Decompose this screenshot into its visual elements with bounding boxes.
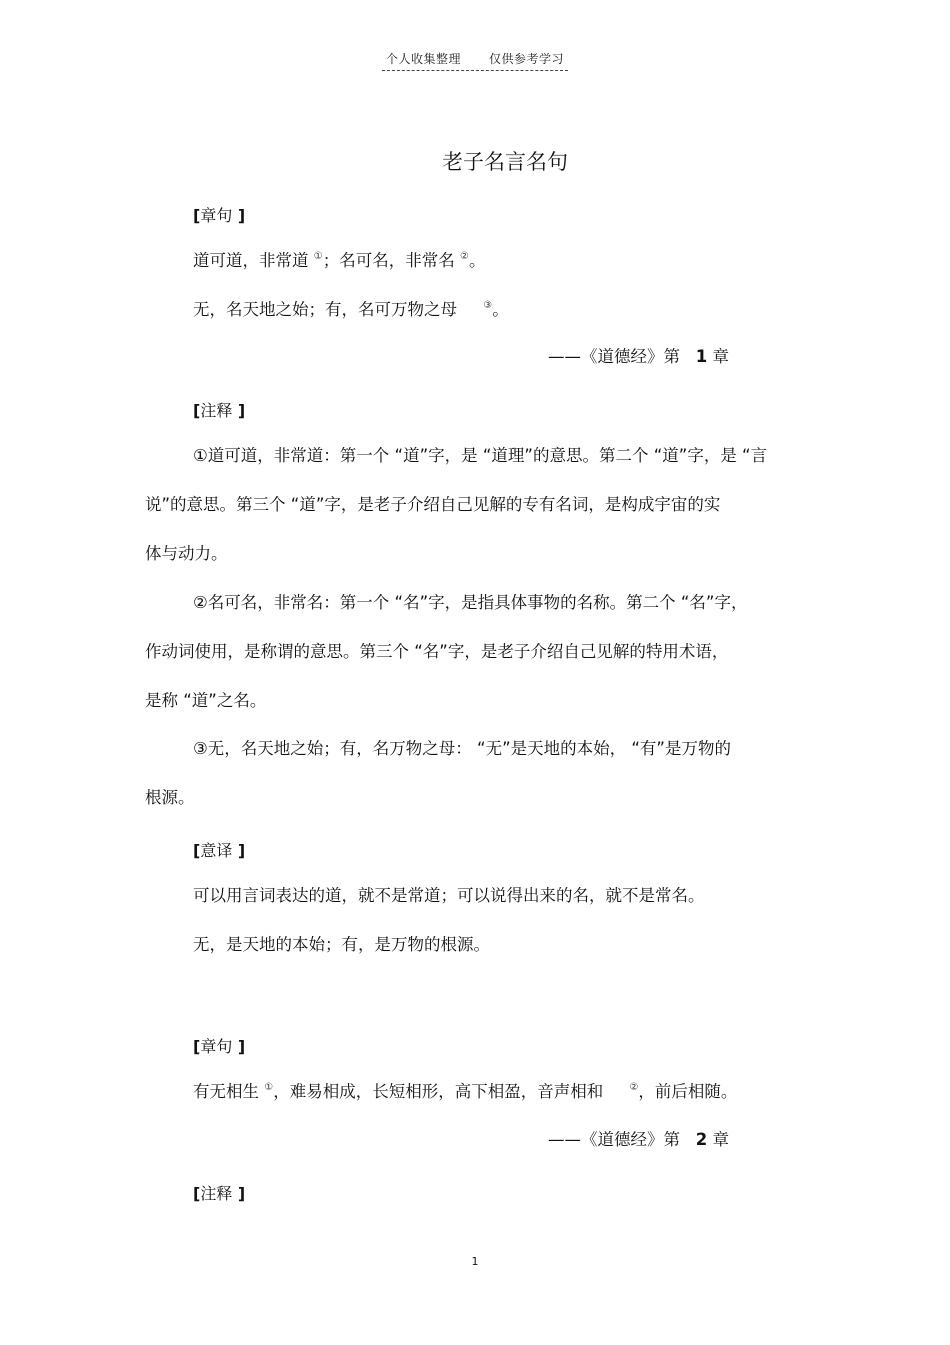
label-zhushi-2: [注释 ]	[193, 1184, 246, 1203]
note-2-line-1: ②名可名，非常名：第一个 “名”字，是指具体事物的名称。第二个 “名”字，	[193, 593, 748, 612]
note-1-line-1: ①道可道，非常道：第一个 “道”字，是 “道理”的意思。第二个 “道”字，是 “言	[193, 446, 768, 465]
footnote-marker-4: ①	[264, 1082, 274, 1093]
label-zhushi-1: [注释 ]	[193, 401, 246, 420]
footnote-marker-1: ①	[313, 251, 323, 262]
note-2-line-2: 作动词使用，是称谓的意思。第三个 “名”字，是老子介绍自己见解的特用术语，	[145, 642, 729, 661]
label-yiyi-1: [意译 ]	[193, 841, 246, 860]
translation-line-2: 无，是天地的本始；有，是万物的根源。	[193, 935, 490, 954]
header-right: 仅供参考学习	[489, 52, 565, 66]
page-title: 老子名言名句	[442, 150, 568, 174]
source-citation-2: ——《道德经》第 2 章	[548, 1130, 729, 1149]
label-zhangju-2: [章句 ]	[193, 1037, 246, 1056]
footnote-marker-3: ③	[483, 300, 493, 311]
header-text	[382, 50, 568, 71]
verse-line-1: 道可道，非常道 ①；名可名，非常名 ②。	[193, 251, 486, 270]
note-1-line-3: 体与动力。	[145, 544, 228, 563]
note-3-line-2: 根源。	[145, 788, 195, 807]
verse-line-3: 有无相生 ①，难易相成，长短相形，高下相盈，音声相和 ②，前后相随。	[193, 1082, 738, 1101]
verse-line-2: 无，名天地之始；有，名可万物之母 ③。	[193, 300, 509, 319]
footnote-marker-5: ②	[629, 1082, 639, 1093]
note-1-line-2: 说”的意思。第三个 “道”字，是老子介绍自己见解的专有名词，是构成宇宙的实	[145, 495, 721, 514]
note-3-line-1: ③无，名天地之始；有，名万物之母： “无”是天地的本始， “有”是万物的	[193, 739, 731, 758]
translation-line-1: 可以用言词表达的道，就不是常道；可以说得出来的名，就不是常名。	[193, 886, 705, 905]
page-number: 1	[471, 1255, 479, 1268]
source-citation-1: ——《道德经》第 1 章	[548, 347, 729, 366]
footnote-marker-2: ②	[459, 251, 469, 262]
label-zhangju-1: [章句 ]	[193, 206, 246, 225]
note-2-line-3: 是称 “道”之名。	[145, 691, 267, 710]
page-header	[0, 50, 950, 71]
header-left: 个人收集整理	[385, 52, 461, 66]
